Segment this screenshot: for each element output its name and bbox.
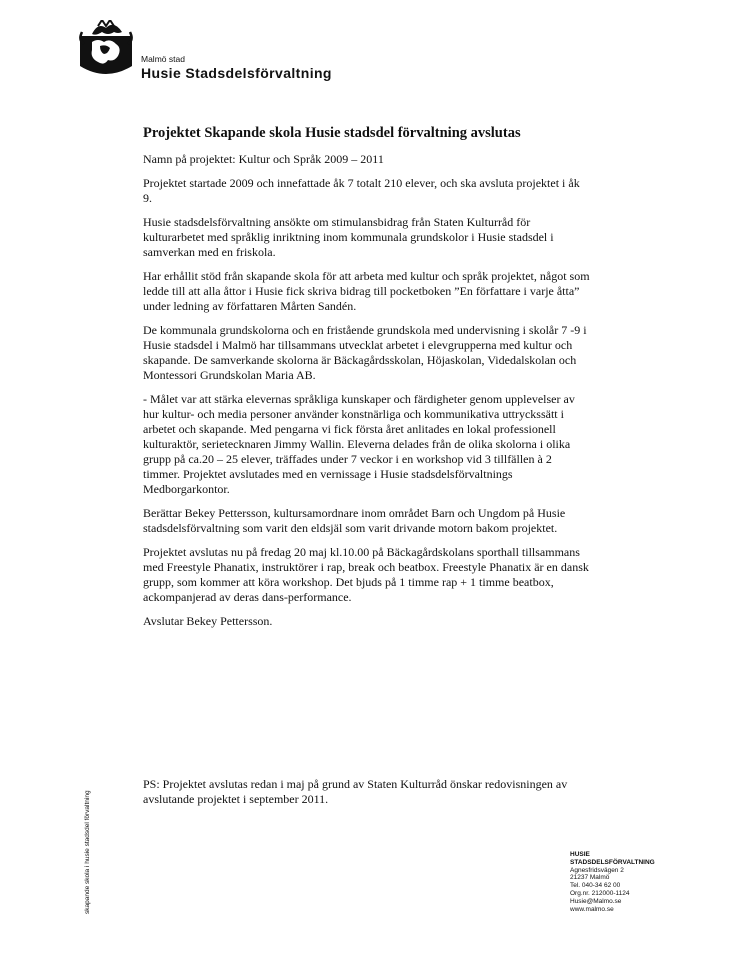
footer-phone: Tel. 040-34 62 00 (570, 882, 621, 890)
paragraph: Namn på projektet: Kultur och Språk 2009 – 2011 (143, 152, 384, 166)
footer-website: www.malmo.se (570, 905, 614, 913)
footer-org-line1: HUSIE (570, 851, 590, 858)
footer-org-line2: STADSDELSFÖRVALTNING (570, 858, 655, 866)
footer-email: Husie@Malmo.se (570, 897, 622, 905)
footer-orgnr: Org.nr. 212000-1124 (570, 889, 630, 897)
paragraph: Berättar Bekey Pettersson, kultursamordnare inom området Barn och Ungdom på Husie stadsdelsförvaltning som varit den eldsjäl som varit drivande motorn bakom projektet. (143, 506, 566, 535)
organization-city-name: Malmö stad (141, 54, 185, 64)
document-body (143, 124, 591, 638)
paragraph: Projektet avslutas nu på fredag 20 maj kl.10.00 på Bäckagårdskolans sporthall tillsammans med Freestyle Phanatix, instruktörer i rap, break och beatbox. Freestyle Phanatix är en dansk grupp, som kommer att köra workshop. Det bjuds på 1 timme rap + 1 timme beatbox, ackompanjerad av deras dans-performance. (143, 545, 589, 604)
paragraph: De kommunala grundskolorna och en fristående grundskola med undervisning i skolår 7 -9 i Husie stadsdel i Malmö har tillsammans utvecklat arbetet i elevgrupperna med kultur och skapande. De samverkande skolorna är Bäckagårdsskolan, Höjaskolan, Videdalskolan och Montessori Grundskolan Maria AB. (143, 323, 587, 382)
paragraph: Projektet startade 2009 och innefattade åk 7 totalt 210 elever, och ska avsluta projektet i åk 9. (143, 176, 580, 205)
organization-department-name: Husie Stadsdelsförvaltning (141, 65, 332, 81)
malmo-griffin-coat-of-arms-icon (78, 20, 134, 82)
vertical-sidebar-text: skapande skola i husie stadsdel förvaltning (84, 790, 91, 914)
paragraph: Husie stadsdelsförvaltning ansökte om stimulansbidrag från Staten Kulturråd för kulturarbetet med språklig inriktning inom kommunala grundskolor i Husie stadsdel i samverkan med en friskola. (143, 215, 554, 259)
postscript: PS: Projektet avslutas redan i maj på grund av Staten Kulturråd önskar redovisningen av avslutande projektet i september 2011. (143, 777, 568, 806)
footer-address-block (570, 851, 655, 913)
footer-postal: 21237 Malmö (570, 874, 610, 882)
paragraph: Har erhållit stöd från skapande skola för att arbeta med kultur och språk projektet, något som ledde till att alla åttor i Husie fick skriva bidrag till pocketboken ”En författare i varje åtta” under ledning av författaren Mårten Sandén. (143, 269, 590, 313)
paragraph: - Målet var att stärka elevernas språkliga kunskaper och färdigheter genom upplevelser av hur kultur- och media personer använder konstnärliga och kommunikativa uttryckssätt i arbetet och skapande. Med pengarna vi fick första året anlitades en lokal professionell kulturaktör, serietecknaren Jimmy Wallin. Eleverna delades från de olika skolorna i olika grupp på ca.20 – 25 elever, träffades under 7 veckor i en workshop vid 3 tillfällen à 2 timmer. Projektet avslutades med en vernissage i Husie stadsdelsförvaltnings Medborgarkontor. (143, 392, 575, 496)
document-title: Projektet Skapande skola Husie stadsdel förvaltning avslutas (143, 125, 521, 141)
paragraph: Avslutar Bekey Pettersson. (143, 614, 273, 628)
footer-address: Agnesfridsvägen 2 (570, 866, 624, 874)
